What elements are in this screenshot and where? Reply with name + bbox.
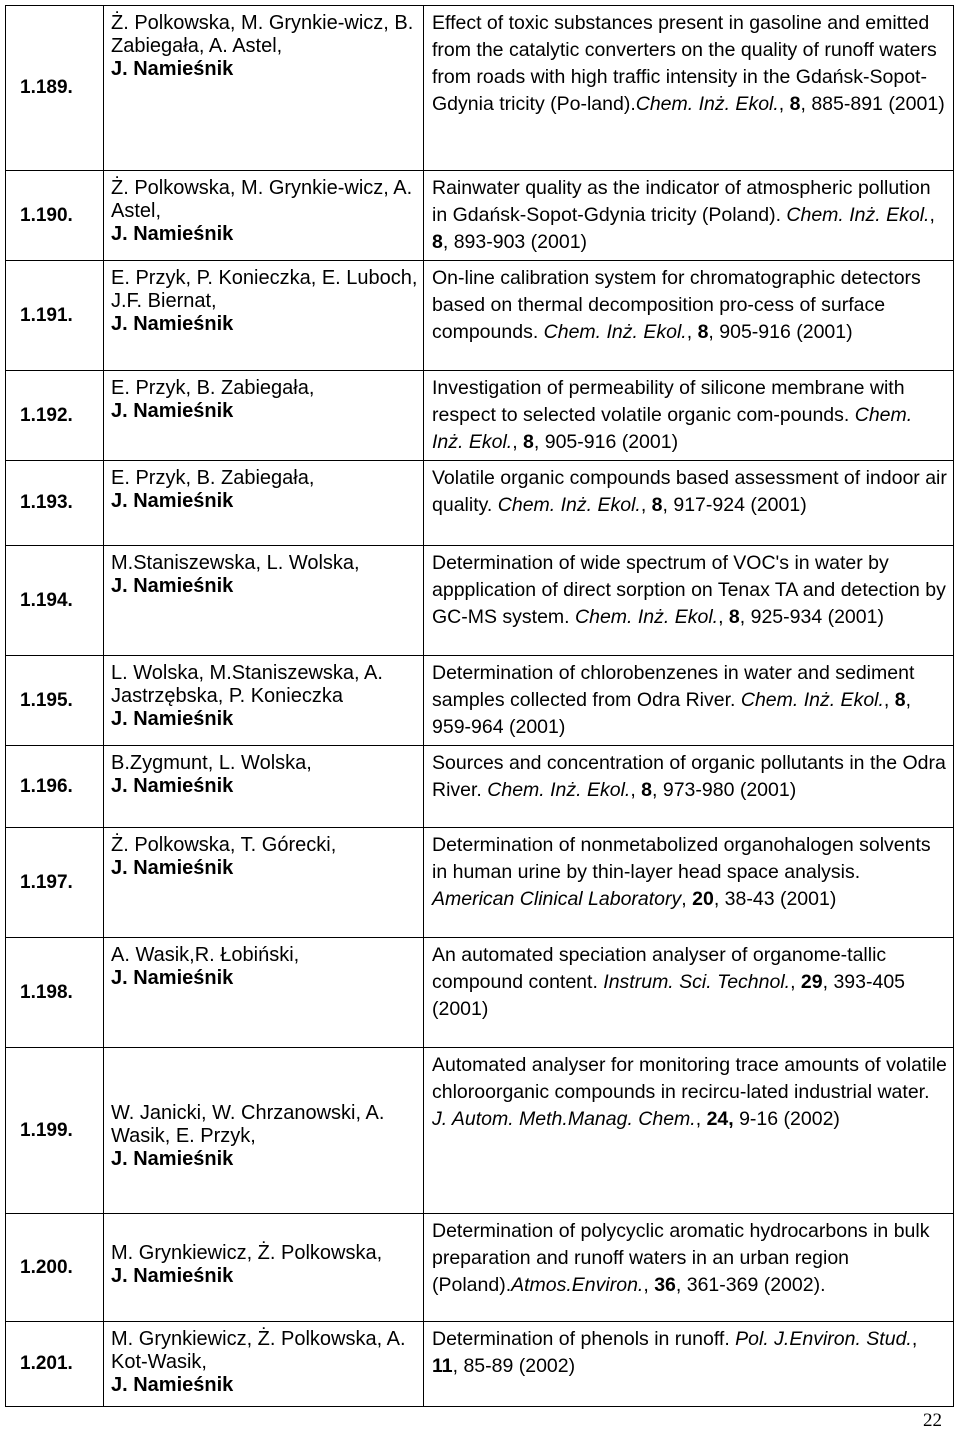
entry-citation: Sources and concentration of organic pollutants in the Odra River. Chem. Inż. Ekol., 8, 973-980 (2001): [424, 746, 954, 828]
entry-citation: Investigation of permeability of silicone membrane with respect to selected volatile organic com-pounds. Chem. Inż. Ekol., 8, 905-916 (2001): [424, 371, 954, 461]
paper-title: Volatile organic compounds based assessment of indoor air quality.: [432, 467, 947, 516]
author-list: M.Staniszewska, L. Wolska,: [111, 552, 360, 574]
table-row: [6, 1048, 954, 1214]
author-highlight: J. Namieśnik: [111, 490, 234, 512]
entry-authors: [104, 546, 424, 656]
entry-number: 1.191.: [6, 261, 104, 371]
table-row: [6, 656, 954, 746]
journal-name: American Clinical Laboratory: [432, 888, 682, 910]
paper-title: Determination of wide spectrum of VOC's in water by appplication of direct sorption on Tenax TA and detection by GC-MS system.: [432, 552, 946, 628]
table-row: [6, 461, 954, 546]
pages-year: 9-16 (2002): [733, 1108, 840, 1130]
entry-citation: Effect of toxic substances present in gasoline and emitted from the catalytic converters on the quality of runoff waters from roads with high traffic intensity in the Gdańsk-Sopot-Gdynia tricity (Po-land).Chem. Inż. Ekol., 8, 885-891 (2001): [424, 6, 954, 171]
pages-year: , 361-369 (2002).: [675, 1274, 826, 1296]
pages-year: , 917-924 (2001): [662, 494, 807, 516]
table-row: [6, 6, 954, 171]
entry-authors: [104, 461, 424, 546]
author-highlight: J. Namieśnik: [111, 223, 234, 245]
journal-name: Chem. Inż. Ekol.: [635, 93, 779, 115]
entry-authors: [104, 371, 424, 461]
pages-year: , 905-916 (2001): [533, 431, 679, 453]
pages-year: , 905-916 (2001): [708, 321, 853, 343]
pages-year: , 85-89 (2002): [452, 1355, 576, 1377]
author-list: Ż. Polkowska, T. Górecki,: [111, 834, 337, 856]
entry-citation: Determination of phenols in runoff. Pol. J.Environ. Stud., 11, 85-89 (2002): [424, 1322, 954, 1407]
volume: 8: [697, 321, 709, 343]
table-row: [6, 938, 954, 1048]
table-row: [6, 828, 954, 938]
entry-number: 1.192.: [6, 371, 104, 461]
entry-number: 1.197.: [6, 828, 104, 938]
pages-year: , 885-891 (2001): [800, 93, 945, 115]
entry-authors: [104, 746, 424, 828]
paper-title: Rainwater quality as the indicator of atmospheric pollution in Gdańsk-Sopot-Gdynia tricity (Poland).: [432, 177, 931, 226]
table-row: [6, 261, 954, 371]
author-highlight: J. Namieśnik: [111, 1265, 234, 1287]
author-highlight: J. Namieśnik: [111, 575, 234, 597]
entry-citation: Determination of nonmetabolized organohalogen solvents in human urine by thin-layer head space analysis. American Clinical Laboratory, 20, 38-43 (2001): [424, 828, 954, 938]
paper-title: Sources and concentration of organic pollutants in the Odra River.: [432, 752, 946, 801]
volume: 24,: [706, 1108, 734, 1130]
author-highlight: J. Namieśnik: [111, 313, 234, 335]
author-highlight: J. Namieśnik: [111, 400, 234, 422]
paper-title: Investigation of permeability of silicone membrane with respect to selected volatile organic com-pounds.: [432, 377, 905, 426]
author-list: E. Przyk, B. Zabiegała,: [111, 377, 315, 399]
pages-year: , 925-934 (2001): [739, 606, 884, 628]
volume: 8: [523, 431, 534, 453]
volume: 8: [894, 689, 906, 711]
entry-number: 1.190.: [6, 171, 104, 261]
paper-title: Determination of polycyclic aromatic hydrocarbons in bulk preparation and runoff waters in an urban region (Poland).: [432, 1220, 930, 1296]
entry-authors: [104, 6, 424, 171]
journal-name: Pol. J.Environ. Stud.: [735, 1328, 912, 1350]
journal-name: Chem. Inż. Ekol.: [786, 204, 930, 226]
volume: 8: [641, 779, 653, 801]
paper-title: On-line calibration system for chromatographic detectors based on thermal decomposition pro-cess of surface compounds.: [432, 267, 921, 343]
journal-name: Atmos.Environ.: [511, 1274, 644, 1296]
journal-name: Chem. Inż. Ekol.: [740, 689, 884, 711]
entry-citation: Automated analyser for monitoring trace amounts of volatile chloroorganic compounds in recircu-lated industrial water. J. Autom. Meth.Manag. Chem., 24, 9-16 (2002): [424, 1048, 954, 1214]
entry-citation: Determination of wide spectrum of VOC's in water by appplication of direct sorption on Tenax TA and detection by GC-MS system. Chem. Inż. Ekol., 8, 925-934 (2001): [424, 546, 954, 656]
table-row: [6, 546, 954, 656]
paper-title: Determination of chlorobenzenes in water and sediment samples collected from Odra River.: [432, 662, 915, 711]
entry-number: 1.198.: [6, 938, 104, 1048]
author-list: M. Grynkiewicz, Ż. Polkowska,: [111, 1242, 383, 1264]
author-highlight: J. Namieśnik: [111, 708, 234, 730]
journal-name: Instrum. Sci. Technol.: [603, 971, 791, 993]
author-list: Ż. Polkowska, M. Grynkie-wicz, A. Astel,: [111, 177, 413, 222]
volume: 11: [432, 1355, 453, 1377]
entry-number: 1.195.: [6, 656, 104, 746]
author-highlight: J. Namieśnik: [111, 1148, 234, 1170]
pages-year: , 38-43 (2001): [713, 888, 837, 910]
volume: 8: [651, 494, 663, 516]
entry-authors: [104, 656, 424, 746]
publication-table: [5, 5, 954, 1407]
journal-name: Chem. Inż. Ekol.: [575, 606, 719, 628]
entry-number: 1.201.: [6, 1322, 104, 1407]
entry-number: 1.193.: [6, 461, 104, 546]
entry-authors: [104, 828, 424, 938]
entry-number: 1.194.: [6, 546, 104, 656]
author-highlight: J. Namieśnik: [111, 857, 234, 879]
author-list: B.Zygmunt, L. Wolska,: [111, 752, 312, 774]
table-row: [6, 1214, 954, 1322]
entry-citation: An automated speciation analyser of organome-tallic compound content. Instrum. Sci. Technol., 29, 393-405 (2001): [424, 938, 954, 1048]
entry-number: 1.189.: [6, 6, 104, 171]
volume: 8: [728, 606, 740, 628]
paper-title: Determination of phenols in runoff.: [432, 1328, 736, 1350]
paper-title: Determination of nonmetabolized organohalogen solvents in human urine by thin-layer head space analysis.: [432, 834, 931, 883]
entry-authors: [104, 1322, 424, 1407]
entry-authors: [104, 171, 424, 261]
paper-title: An automated speciation analyser of organome-tallic compound content.: [432, 944, 887, 993]
entry-citation: Volatile organic compounds based assessment of indoor air quality. Chem. Inż. Ekol., 8, 917-924 (2001): [424, 461, 954, 546]
entry-authors: [104, 261, 424, 371]
volume: 36: [654, 1274, 676, 1296]
table-row: [6, 171, 954, 261]
volume: 20: [692, 888, 714, 910]
journal-name: J. Autom. Meth.Manag. Chem.: [432, 1108, 696, 1130]
journal-name: Chem. Inż. Ekol.: [432, 404, 913, 453]
author-list: M. Grynkiewicz, Ż. Polkowska, A. Kot-Wasik,: [111, 1328, 406, 1373]
volume: 8: [789, 93, 801, 115]
pages-year: , 393-405 (2001): [432, 971, 906, 1020]
journal-name: Chem. Inż. Ekol.: [487, 779, 631, 801]
journal-name: Chem. Inż. Ekol.: [497, 494, 641, 516]
paper-title: Automated analyser for monitoring trace amounts of volatile chloroorganic compounds in recircu-lated industrial water.: [432, 1054, 947, 1103]
author-highlight: J. Namieśnik: [111, 775, 234, 797]
paper-title: Effect of toxic substances present in gasoline and emitted from the catalytic converters on the quality of runoff waters from roads with high traffic intensity in the Gdańsk-Sopot-Gdynia tricity (Po-land).: [432, 12, 937, 115]
author-list: L. Wolska, M.Staniszewska, A. Jastrzębska, P. Konieczka: [111, 662, 383, 707]
page-number: 22: [923, 1410, 942, 1431]
pages-year: , 893-903 (2001): [442, 231, 588, 253]
pages-year: , 973-980 (2001): [652, 779, 797, 801]
volume: 8: [432, 231, 443, 253]
pages-year: , 959-964 (2001): [432, 689, 912, 738]
entry-authors: [104, 938, 424, 1048]
table-row: [6, 371, 954, 461]
entry-number: 1.196.: [6, 746, 104, 828]
author-list: W. Janicki, W. Chrzanowski, A. Wasik, E. Przyk,: [111, 1102, 385, 1147]
entry-number: 1.200.: [6, 1214, 104, 1322]
entry-number: 1.199.: [6, 1048, 104, 1214]
entry-citation: Rainwater quality as the indicator of atmospheric pollution in Gdańsk-Sopot-Gdynia tricity (Poland). Chem. Inż. Ekol., 8, 893-903 (2001): [424, 171, 954, 261]
volume: 29: [800, 971, 823, 993]
author-highlight: J. Namieśnik: [111, 1374, 234, 1396]
entry-citation: Determination of polycyclic aromatic hydrocarbons in bulk preparation and runoff waters in an urban region (Poland).Atmos.Environ., 36, 361-369 (2002).: [424, 1214, 954, 1322]
author-list: A. Wasik,R. Łobiński,: [111, 944, 300, 966]
table-row: [6, 1322, 954, 1407]
entry-authors: [104, 1214, 424, 1322]
author-list: E. Przyk, P. Konieczka, E. Luboch, J.F. Biernat,: [111, 267, 418, 312]
entry-citation: On-line calibration system for chromatographic detectors based on thermal decomposition pro-cess of surface compounds. Chem. Inż. Ekol., 8, 905-916 (2001): [424, 261, 954, 371]
table-row: [6, 746, 954, 828]
author-highlight: J. Namieśnik: [111, 967, 234, 989]
journal-name: Chem. Inż. Ekol.: [543, 321, 687, 343]
entry-authors: [104, 1048, 424, 1214]
author-list: E. Przyk, B. Zabiegała,: [111, 467, 315, 489]
author-highlight: J. Namieśnik: [111, 58, 234, 80]
author-list: Ż. Polkowska, M. Grynkie-wicz, B. Zabiegała, A. Astel,: [111, 12, 414, 57]
entry-citation: Determination of chlorobenzenes in water and sediment samples collected from Odra River. Chem. Inż. Ekol., 8, 959-964 (2001): [424, 656, 954, 746]
